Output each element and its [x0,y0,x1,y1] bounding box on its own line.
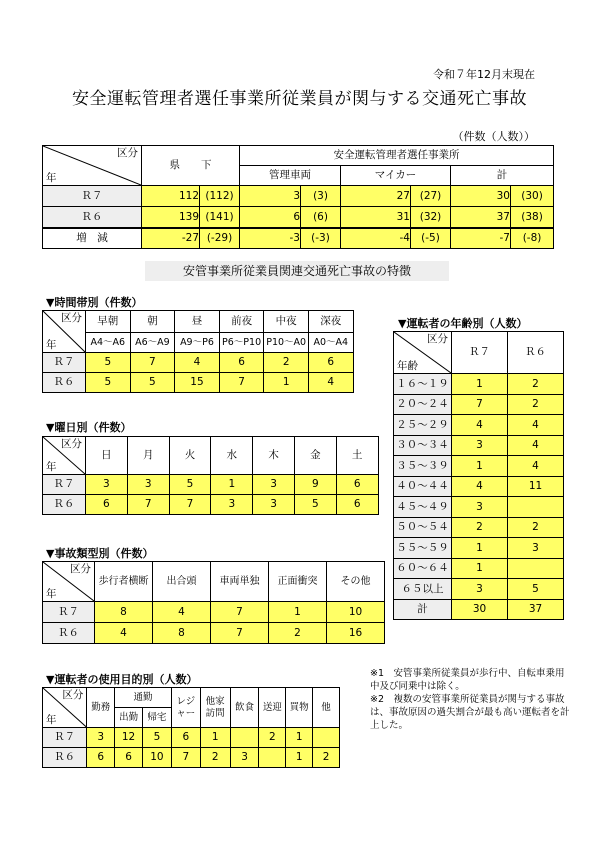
col-header: 歩行者横断 [95,562,153,602]
cell: 4 [508,456,564,477]
cell: (38) [511,207,554,228]
corner-cell [43,688,87,728]
cell: -3 [240,228,301,249]
table-row [43,602,385,623]
cell: 1 [452,456,508,477]
row-label: 計 [394,599,452,620]
row-label: ３５～３９ [394,456,452,477]
age-table [393,331,564,620]
cell: 5 [142,728,171,748]
row-label: 増 減 [43,228,142,249]
table-row [394,435,564,456]
row-label: ５５～５９ [394,538,452,559]
row-label: Ｒ６ [43,207,142,228]
col-header: 月 [127,437,169,475]
cell: 10 [142,748,171,768]
row-label: ２０～２４ [394,394,452,415]
row-label: ６０～６４ [394,558,452,579]
cell: 3 [87,728,115,748]
row-label: Ｒ６ [43,623,95,644]
col-header: 土 [336,437,378,475]
cell: 2 [313,748,340,768]
cell: 4 [153,602,211,623]
table-row [43,186,554,207]
cell: 37 [451,207,511,228]
cell: 2 [508,394,564,415]
note-1-text: ※1 安管事業所従業員が歩行中、自転車乗用中及び同乗中は除く。 [370,668,565,692]
cell: 6 [336,475,378,495]
cell: 3 [127,475,169,495]
cell: 11 [508,476,564,497]
col-header: 車両単独 [211,562,269,602]
type-section-title: ▼事故類型別（件数） [46,547,154,560]
cell: 3 [230,748,259,768]
cell: 7 [130,353,175,373]
cell: 4 [508,415,564,436]
cell: 139 [142,207,200,228]
cell: 7 [127,495,169,515]
corner-top-label: 区分 [427,333,448,345]
row-label: Ｒ７ [43,186,142,207]
cell: 3 [86,475,128,495]
cell: 6 [336,495,378,515]
table-row [394,497,564,518]
purpose-table [42,687,340,768]
col-subheader: P10～A0 [264,333,309,353]
cell: 1 [452,374,508,395]
cell: 30 [451,186,511,207]
cell: 3 [253,475,295,495]
col-header: 昼 [175,311,220,333]
row-label: Ｒ７ [43,728,87,748]
cell: 4 [452,476,508,497]
table-row [43,373,354,393]
col-header: 日 [86,437,128,475]
cell: 3 [452,579,508,600]
col-header: 朝 [130,311,175,333]
corner-top-label: 区分 [117,147,138,159]
table-row [43,748,340,768]
cell: 4 [508,435,564,456]
corner-cell [43,311,86,353]
pref-header: 県 下 [142,146,240,186]
cell: (112) [200,186,240,207]
corner-bottom-label: 年齢 [397,359,418,372]
row-label: Ｒ６ [43,748,87,768]
header-total: 計 [451,166,554,186]
row-label: ６５以上 [394,579,452,600]
col-header: 帰宅 [142,708,171,728]
table-row [43,495,379,515]
cell: 4 [308,373,353,393]
cell: 4 [95,623,153,644]
table-row [43,728,340,748]
time-section-title: ▼時間帯別（件数） [46,296,143,309]
cell: 112 [142,186,200,207]
features-banner-text: 安管事業所従業員関連交通死亡事故の特徴 [182,264,411,278]
table-row [43,207,554,228]
cell: 7 [219,373,264,393]
row-label: ５０～５４ [394,517,452,538]
note-2 [370,694,570,732]
cell: 1 [269,602,327,623]
corner-bottom-label: 年 [46,587,57,600]
col-header: 買物 [286,688,313,728]
row-label: ３０～３４ [394,435,452,456]
cell: (3) [301,186,341,207]
table-row [394,476,564,497]
col-header: 早朝 [86,311,131,333]
cell: -7 [451,228,511,249]
cell: 30 [452,599,508,620]
corner-bottom-label: 年 [46,713,57,726]
cell: 7 [171,748,200,768]
cell: 12 [115,728,143,748]
cell: 15 [175,373,220,393]
cell: 5 [294,495,336,515]
cell: (-3) [301,228,341,249]
cell: 9 [294,475,336,495]
page-title: 安全運転管理者選任事業所従業員が関与する交通死亡事故 [72,89,527,109]
corner-cell [394,332,452,374]
cell [508,558,564,579]
cell: 10 [327,602,385,623]
cell: 4 [452,415,508,436]
purpose-section-title: ▼運転者の使用目的別（人数） [46,673,198,686]
cell: (-29) [200,228,240,249]
cell: 1 [200,728,230,748]
col-subheader: A4～A6 [86,333,131,353]
cell: 6 [171,728,200,748]
table-row [394,374,564,395]
cell: 37 [508,599,564,620]
col-header: 通勤 [115,688,172,708]
age-section-title: ▼運転者の年齢別（人数） [398,317,528,330]
cell: 5 [86,353,131,373]
col-header: 勤務 [87,688,115,728]
table-row [43,623,385,644]
col-header: 木 [253,437,295,475]
cell: 6 [87,748,115,768]
cell: 6 [115,748,143,768]
header-managed: 管理車両 [240,166,341,186]
table-row [394,456,564,477]
header-mycar: マイカー [341,166,451,186]
cell: 2 [269,623,327,644]
cell: -4 [341,228,411,249]
row-label: ４０～４４ [394,476,452,497]
cell [259,748,286,768]
cell: 1 [264,373,309,393]
cell: 2 [200,748,230,768]
cell: 6 [219,353,264,373]
cell: 3 [452,497,508,518]
col-subheader: A6～A9 [130,333,175,353]
cell: 2 [259,728,286,748]
cell: 6 [240,207,301,228]
cell: 3 [211,495,253,515]
cell: 6 [308,353,353,373]
cell: 5 [130,373,175,393]
corner-cell [43,437,86,475]
col-header: 正面衝突 [269,562,327,602]
table-row [394,415,564,436]
row-label: ４５～４９ [394,497,452,518]
type-table [42,561,385,644]
col-subheader: A0～A4 [308,333,353,353]
cell: 16 [327,623,385,644]
col-header: その他 [327,562,385,602]
cell: 8 [153,623,211,644]
col-header: 金 [294,437,336,475]
main-table [42,145,554,249]
cell: (141) [200,207,240,228]
cell: 1 [452,538,508,559]
corner-cell [43,562,95,602]
cell: 2 [452,517,508,538]
row-label: １６～１９ [394,374,452,395]
group-header: 安全運転管理者選任事業所 [240,146,554,166]
col-header: 出勤 [115,708,143,728]
col-header: 送迎 [259,688,286,728]
corner-bottom-label: 年 [46,338,57,351]
row-label: Ｒ７ [43,475,86,495]
col-subheader: P6～P10 [219,333,264,353]
corner-top-label: 区分 [61,312,82,324]
cell [313,728,340,748]
corner-top-label: 区分 [62,689,84,701]
row-label: Ｒ７ [43,353,86,373]
table-row [394,394,564,415]
col-header: 飲食 [230,688,259,728]
cell: 8 [95,602,153,623]
cell: 7 [211,623,269,644]
report-date: 令和７年12月末現在 [433,68,535,81]
cell: 5 [169,475,211,495]
cell: 3 [253,495,295,515]
table-row [43,475,379,495]
features-banner [145,261,449,281]
col-header: 他 [313,688,340,728]
cell: 4 [175,353,220,373]
cell: 7 [169,495,211,515]
cell: 1 [211,475,253,495]
cell: 6 [86,495,128,515]
row-label: ２５～２９ [394,415,452,436]
col-subheader: A9～P6 [175,333,220,353]
col-header: 水 [211,437,253,475]
corner-top-label: 区分 [61,438,82,450]
cell: (6) [301,207,341,228]
row-label: Ｒ７ [43,602,95,623]
table-row [394,599,564,620]
row-label: Ｒ６ [43,495,86,515]
cell: 3 [508,538,564,559]
col-header: 出合頭 [153,562,211,602]
cell: 5 [86,373,131,393]
weekday-section-title: ▼曜日別（件数） [46,421,132,434]
table-row [394,517,564,538]
cell: (-8) [511,228,554,249]
note-2-text: ※2 複数の安管事業所従業員が関与する事故は、事故原因の過失割合が最も高い運転者を計上した。 [370,694,570,731]
cell: 2 [508,374,564,395]
cell: 2 [264,353,309,373]
table-row [43,353,354,373]
col-header: 深夜 [308,311,353,333]
cell: 31 [341,207,411,228]
corner-top-label: 区分 [70,563,91,575]
cell: 1 [452,558,508,579]
col-header: レジャー [171,688,200,728]
row-label: Ｒ６ [43,373,86,393]
unit-label: （件数（人数）） [452,130,535,143]
cell: (27) [411,186,451,207]
cell: 2 [508,517,564,538]
col-header: 中夜 [264,311,309,333]
cell: 7 [452,394,508,415]
col-header: 他家訪問 [200,688,230,728]
table-row [394,538,564,559]
cell: (-5) [411,228,451,249]
cell [508,497,564,518]
cell: (30) [511,186,554,207]
col-header: Ｒ７ [452,332,508,374]
cell [230,728,259,748]
cell: 3 [452,435,508,456]
col-header: Ｒ６ [508,332,564,374]
cell: 1 [286,728,313,748]
corner-bottom-label: 年 [46,171,57,184]
col-header: 火 [169,437,211,475]
cell: 27 [341,186,411,207]
cell: 1 [286,748,313,768]
table-row [394,579,564,600]
time-table [42,310,354,393]
weekday-table [42,436,379,515]
table-row [394,558,564,579]
cell: 3 [240,186,301,207]
corner-cell [43,146,142,186]
corner-bottom-label: 年 [46,460,57,473]
cell: -27 [142,228,200,249]
cell: (32) [411,207,451,228]
cell: 5 [508,579,564,600]
table-row [43,228,554,249]
col-header: 前夜 [219,311,264,333]
note-1 [370,668,570,694]
cell: 7 [211,602,269,623]
